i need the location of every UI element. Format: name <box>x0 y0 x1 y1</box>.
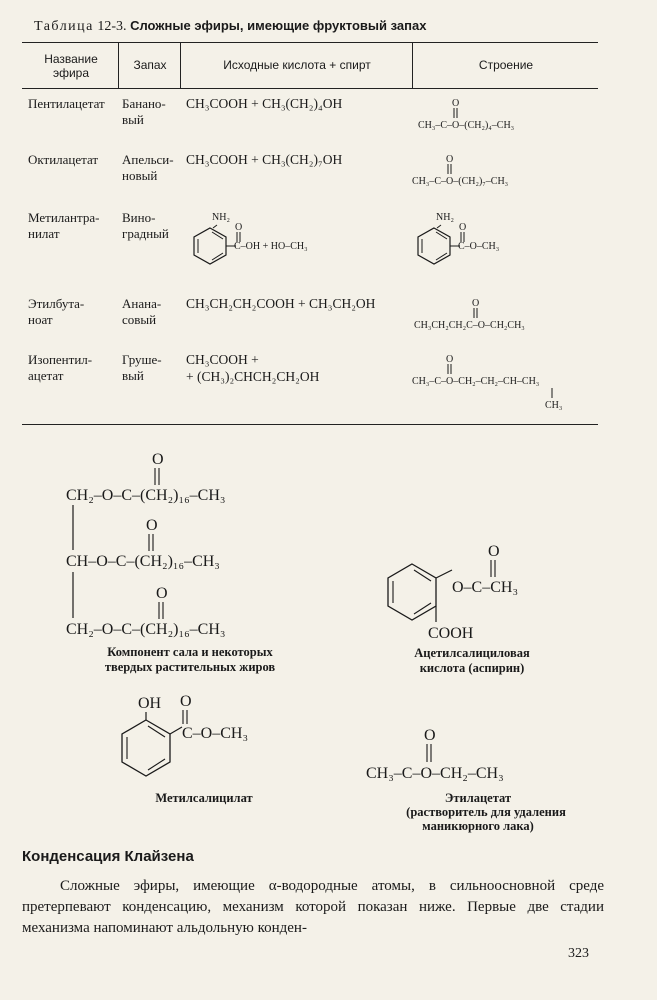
row-2-structure-text: CH₃–C–O–(CH₂)₇–CH₃ <box>412 176 509 187</box>
row-2-smell: Апельси- новый <box>122 152 174 183</box>
table-label: Таблица <box>34 19 94 34</box>
row-2-reactants: CH₃COOH + CH₃(CH₂)₇OH <box>186 152 343 167</box>
row-3-nh2: NH₂ <box>212 212 230 223</box>
svg-text:O: O <box>180 693 192 710</box>
svg-text:O: O <box>488 543 500 560</box>
tristearin-caption-1: Компонент сала и некоторых <box>107 645 273 659</box>
ethyl-acetate-formula: CH₃–C–O–CH₂–CH₃ <box>366 765 504 782</box>
header-smell: Запах <box>133 58 167 72</box>
methyl-salicylate-oh: OH <box>138 695 162 712</box>
header-structure: Строение <box>478 58 534 72</box>
aspirin-caption-1: Ацетилсалициловая <box>414 646 530 660</box>
row-3-name: Метилантра- нилат <box>28 210 100 241</box>
row-3-reactants-drawing <box>194 212 308 264</box>
row-3-structure-nh2: NH₂ <box>436 212 454 223</box>
row-4-reactants: CH₃CH₂CH₂COOH + CH₃CH₂OH <box>186 296 376 311</box>
svg-text:O: O <box>446 354 454 365</box>
svg-text:O: O <box>452 98 460 109</box>
tristearin-line-1: CH₂–O–C–(CH₂)₁₆–CH₃ <box>66 487 226 504</box>
svg-text:O: O <box>424 727 436 744</box>
table-title: Сложные эфиры, имеющие фруктовый запах <box>130 18 427 33</box>
svg-text:O: O <box>235 222 243 233</box>
row-5-structure <box>412 354 562 411</box>
section-text: Сложные эфиры, имеющие α-водородные атомы, в сильноосновной среде претерпевают конденсацию, механизм которой показан ниже. Первые две стадии механизма напоминают альдольную конден- <box>22 878 604 936</box>
ethyl-acetate-caption-1: Этилацетат <box>444 791 512 805</box>
row-3-structure-text: C–O–CH₃ <box>458 241 500 252</box>
section-paragraph <box>22 876 604 939</box>
row-4-smell: Анана- совый <box>122 296 162 327</box>
row-5-name: Изопентил- ацетат <box>28 352 93 383</box>
tristearin-line-3: CH₂–O–C–(CH₂)₁₆–CH₃ <box>66 621 226 638</box>
row-3-structure <box>418 212 499 264</box>
svg-text:CH₃: CH₃ <box>545 400 563 411</box>
svg-text:O: O <box>472 298 480 309</box>
row-2-name: Октилацетат <box>28 152 99 167</box>
aspirin-ester-text: O–C–CH₃ <box>452 579 519 596</box>
svg-text:O: O <box>459 222 467 233</box>
row-1-name: Пентилацетат <box>28 96 105 111</box>
row-1-structure-text: CH₃–C–O–(CH₂)₄–CH₃ <box>418 120 515 131</box>
methyl-salicylate-structure <box>122 693 248 776</box>
aspirin-caption-2: кислота (аспирин) <box>419 661 525 675</box>
ethyl-acetate-caption-2: (растворитель для удаления <box>406 805 566 819</box>
aspirin-structure <box>388 543 518 642</box>
methyl-salicylate-ester: C–O–CH₃ <box>182 725 249 742</box>
row-5-reactants: CH₃COOH + + (CH₃)₂CHCH₂CH₂OH <box>186 352 320 384</box>
table-structures <box>0 0 657 430</box>
methyl-salicylate-caption: Метилсалицилат <box>155 791 253 805</box>
row-4-name: Этилбута- ноат <box>28 296 85 327</box>
table-number: 12-3. <box>97 19 127 34</box>
row-1-structure <box>418 98 514 131</box>
row-4-structure-text: CH₃CH₂CH₂C–O–CH₂CH₃ <box>414 320 525 331</box>
row-4-structure <box>414 298 525 331</box>
structures-figure <box>0 430 657 840</box>
row-3-reactants-text: C–OH + HO–CH₃ <box>234 241 308 252</box>
row-5-smell: Груше- вый <box>122 352 162 383</box>
header-reactants: Исходные кислота + спирт <box>223 58 371 72</box>
row-5-structure-text: CH₃–C–O–CH₂–CH₂–CH–CH₃ <box>412 376 540 387</box>
page-number: 323 <box>568 946 589 961</box>
section-title: Конденсация Клайзена <box>22 848 194 865</box>
row-1-reactants: CH₃COOH + CH₃(CH₂)₄OH <box>186 96 343 111</box>
ethyl-acetate-caption-3: маникюрного лака) <box>422 819 534 833</box>
ethyl-acetate-structure <box>366 727 504 782</box>
svg-text:O: O <box>152 451 164 468</box>
header-name: Название эфира <box>44 52 98 80</box>
tristearin-caption-2: твердых растительных жиров <box>104 660 276 674</box>
svg-text:O: O <box>156 585 168 602</box>
svg-text:O: O <box>446 154 454 165</box>
row-1-smell: Банано- вый <box>122 96 166 127</box>
aspirin-acid-text: COOH <box>428 625 474 642</box>
svg-text:O: O <box>146 517 158 534</box>
tristearin-structure <box>66 451 225 638</box>
row-3-smell: Вино- градный <box>122 210 169 241</box>
row-2-structure <box>412 154 508 187</box>
tristearin-line-2: CH–O–C–(CH₂)₁₆–CH₃ <box>66 553 220 570</box>
